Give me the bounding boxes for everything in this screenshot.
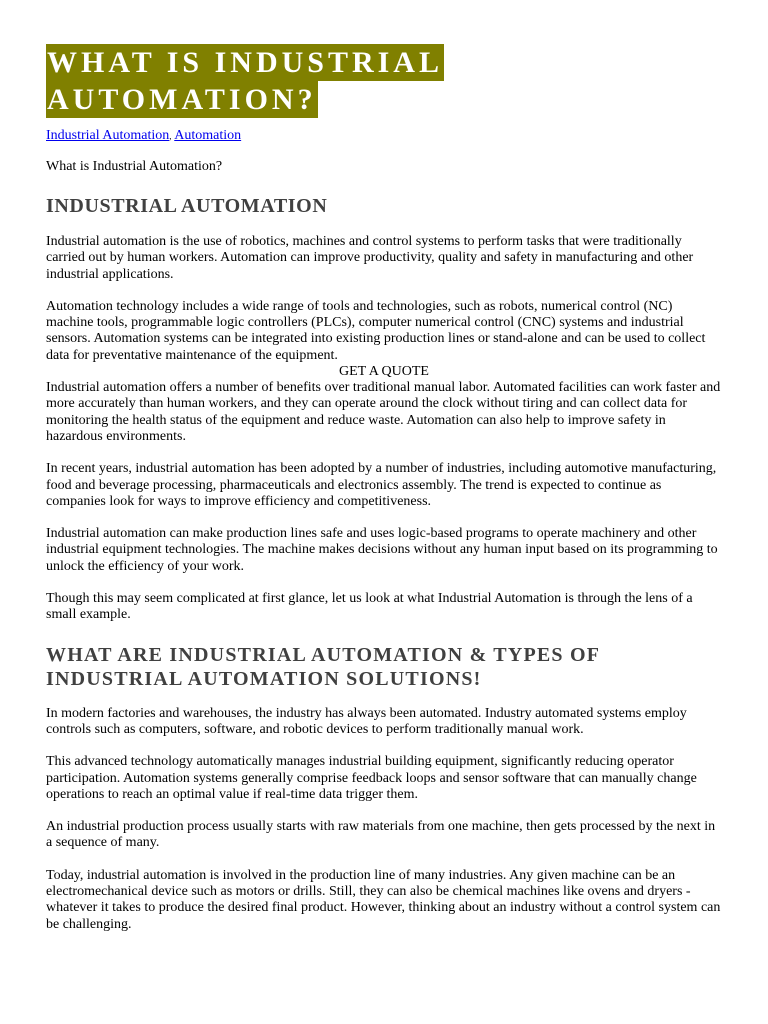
breadcrumb-link-industrial-automation[interactable]: Industrial Automation: [46, 128, 170, 143]
paragraph: Though this may seem complicated at first glance, let us look at what Industrial Automation is through the lens of a small example.: [46, 591, 693, 623]
paragraph: Automation technology includes a wide range of tools and technologies, such as robots, numerical control (NC) machine tools, programmable logic controllers (PLCs), computer numerical control (CNC) systems and industrial sensors. Automation systems can be integrated into existing production lines or stand-alone and can be used to collect data for preventative maintenance of the equipment.: [46, 298, 706, 363]
section-heading-types: WHAT ARE INDUSTRIAL AUTOMATION & TYPES OF INDUSTRIAL AUTOMATION SOLUTIONS!: [46, 643, 600, 690]
breadcrumb-separator: ,: [169, 131, 172, 141]
paragraph: Industrial automation can make production lines safe and uses logic-based programs to operate machinery and other industrial equipment technologies. The machine makes decisions without any human input based on its programming to unlock the efficiency of your work.: [46, 526, 718, 574]
paragraph: Today, industrial automation is involved in the production line of many industries. Any given machine can be an electromechanical device such as motors or drills. Still, they can also be chemical machines like ovens and dryers - whatever it takes to produce the desired final product. However, thinking about an industry without a control system can be challenging.: [46, 867, 721, 932]
breadcrumb-link-automation[interactable]: Automation: [174, 128, 242, 143]
intro-text: What is Industrial Automation?: [46, 159, 223, 174]
paragraph: Industrial automation is the use of robotics, machines and control systems to perform tasks that were traditionally carried out by human workers. Automation can improve productivity, quality and safety in manufacturing and other industrial applications.: [46, 234, 694, 282]
article: [46, 44, 722, 933]
get-a-quote-text: GET A QUOTE: [339, 364, 429, 380]
page-title-line-2: AUTOMATION?: [47, 83, 317, 116]
paragraph: Industrial automation offers a number of benefits over traditional manual labor. Automated facilities can work faster and more accurately than human workers, and they can operate around the clock without tiring and can collect data for monitoring the health status of the equipment and reduce waste. Automation can also help to improve safety in hazardous environments.: [46, 380, 721, 444]
page-title-line-1: WHAT IS INDUSTRIAL: [47, 46, 443, 79]
paragraph: An industrial production process usually starts with raw materials from one machine, then gets processed by the next in a sequence of many.: [46, 819, 716, 851]
breadcrumb: [46, 127, 722, 144]
page-title: [46, 44, 444, 118]
section-heading-industrial-automation: INDUSTRIAL AUTOMATION: [46, 195, 328, 217]
paragraph: This advanced technology automatically manages industrial building equipment, significantly reducing operator participation. Automation systems generally comprise feedback loops and sensor software that can manually change operations to reach an optimal value if real-time data trigger them.: [46, 754, 697, 802]
paragraph: In modern factories and warehouses, the industry has always been automated. Industry automated systems employ controls such as computers, software, and robotic devices to perform traditionally manual work.: [46, 705, 687, 737]
paragraph: In recent years, industrial automation has been adopted by a number of industries, including automotive manufacturing, food and beverage processing, pharmaceuticals and electronics assembly. The trend is expected to continue as companies look for ways to improve efficiency and competitiveness.: [46, 461, 717, 509]
